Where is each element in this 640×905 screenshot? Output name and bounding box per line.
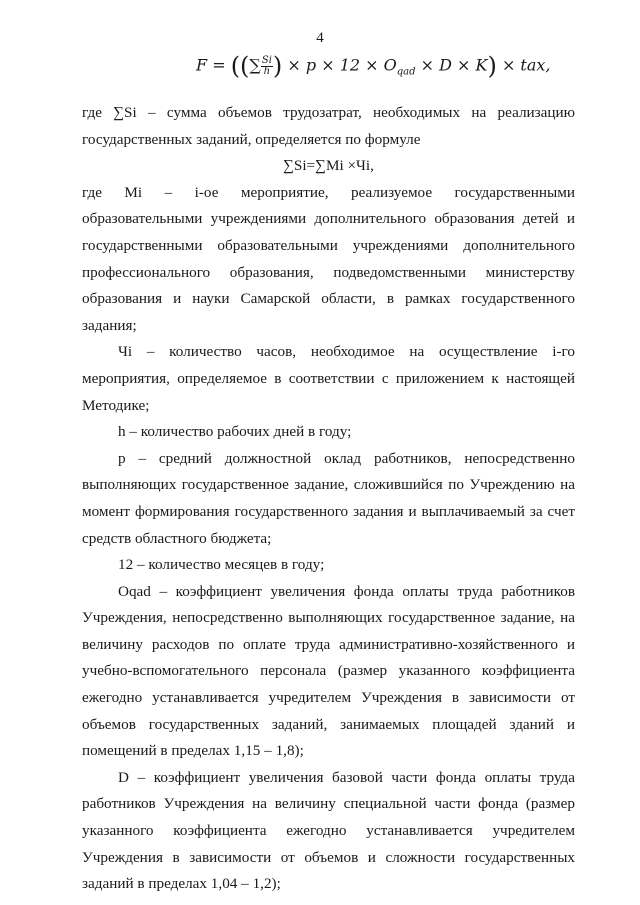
formula-sum: ∑ [249, 55, 261, 75]
fraction-denominator: h [263, 65, 271, 77]
formula-fraction [261, 56, 273, 77]
formula-tail: × D × K [420, 55, 488, 75]
formula-middle: × p × 12 × O [287, 55, 397, 75]
paragraph-chi-definition: Чi – количество часов, необходимое на осуществление i-го мероприятия, определяемое в соответствии с приложением к настоящей Методике; [82, 343, 575, 414]
formula-end: × tax, [501, 55, 551, 75]
paragraph-oqad-definition: Oqad – коэффициент увеличения фонда оплаты труда работников Учреждения, непосредственно выполняющих государственное задание, на величину расходов по оплате труда административно-хозяйственного и учебно-вспомогательного персонала (размер указанного коэффициента ежегодно устанавливается учредителем Учреждения в зависимости от объемов государственных заданий, занимаемых площадей зданий и помещений в пределах 1,15 – 1,8); [82, 582, 575, 760]
paragraph-mi-definition: где Mi – i-ое мероприятие, реализуемое государственными образовательными учреждениями дополнительного образования детей и государственными образовательными учреждениями дополнительного профессионального образования, подведомственными министерству образования и науки Самарской области, в рамках государственного задания; [82, 183, 575, 334]
paragraph-12-definition: 12 – количество месяцев в году; [118, 556, 325, 574]
secondary-formula: ∑Si=∑Mi ×Чi, [283, 157, 374, 175]
document-body [82, 100, 575, 898]
formula-subscript: qad [396, 66, 416, 78]
paragraph-p-definition: p – средний должностной оклад работников, непосредственно выполняющих государственное задание, сложившийся по Учреждению на момент формирования государственного задания и выплачиваемый за счет средств областного бюджета; [82, 449, 575, 547]
paragraph-h-definition: h – количество рабочих дней в году; [118, 423, 352, 441]
page-number: 4 [316, 30, 324, 46]
paragraph-d-definition: D – коэффициент увеличения базовой части фонда оплаты труда работников Учреждения на величину специальной части фонда (размер указанного коэффициента ежегодно устанавливается учредителем Учреждения в зависимости от объемов и сложности государственных заданий в пределах 1,04 – 1,2); [82, 768, 575, 893]
fraction-numerator: Si [261, 54, 272, 66]
paragraph-sum-definition: где ∑Si – сумма объемов трудозатрат, необходимых на реализацию государственных заданий, определяется по формуле [82, 104, 575, 148]
main-formula: F = ((∑ $\frac{Si}{h}$ ) × $p \times 12 \times O_{qad} \times D \times K$) × tax, [196, 52, 551, 80]
formula-lhs: F = [196, 55, 226, 75]
